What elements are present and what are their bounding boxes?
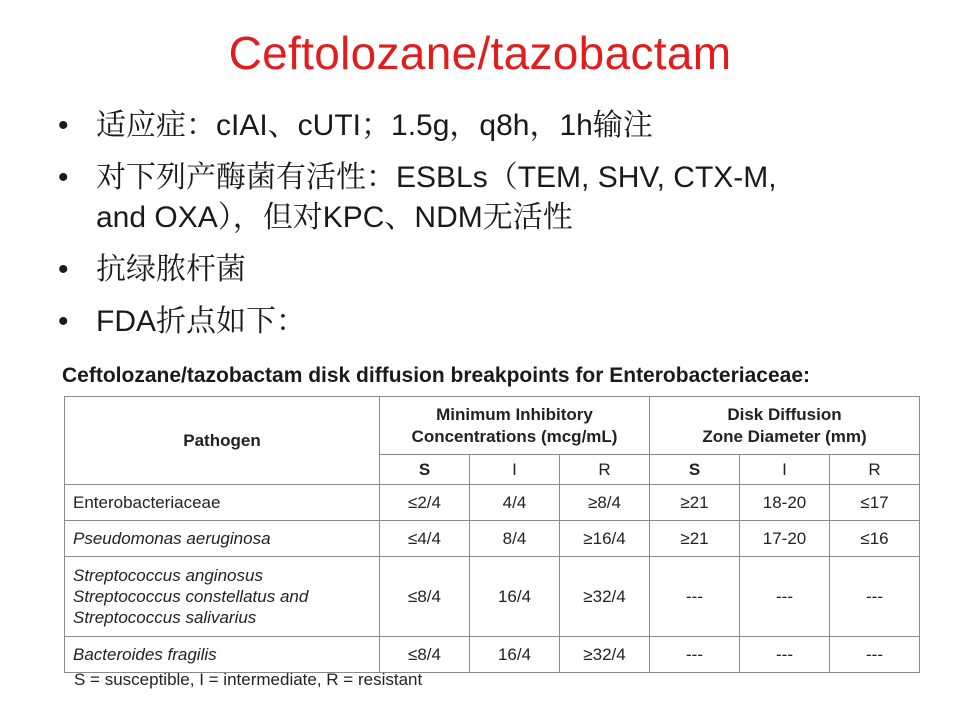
breakpoint-value: ≥8/4: [560, 485, 650, 521]
breakpoint-value: ≤17: [830, 485, 920, 521]
bullet-marker: •: [58, 161, 69, 194]
breakpoint-value: ≤2/4: [380, 485, 470, 521]
breakpoint-value: 4/4: [470, 485, 560, 521]
breakpoint-value: 16/4: [470, 557, 560, 637]
pathogen-cell: [65, 637, 380, 673]
breakpoint-value: ---: [650, 557, 740, 637]
breakpoint-value: ≤4/4: [380, 521, 470, 557]
breakpoint-value: ---: [650, 637, 740, 673]
table-row: [65, 485, 920, 521]
breakpoint-value: ---: [740, 637, 830, 673]
bullet-text: FDA折点如下：: [96, 305, 306, 338]
pathogen-name: Streptococcus constellatus and: [73, 587, 309, 606]
table-row: [65, 521, 920, 557]
breakpoint-value: ≥32/4: [560, 557, 650, 637]
breakpoint-value: 8/4: [470, 521, 560, 557]
breakpoint-value: ≤8/4: [380, 557, 470, 637]
bullet-item: [58, 106, 918, 146]
breakpoint-value: ---: [740, 557, 830, 637]
pathogen-name: Streptococcus salivarius: [73, 608, 257, 627]
bullet-item: [58, 250, 918, 290]
table-caption: Ceftolozane/tazobactam disk diffusion breakpoints for Enterobacteriaceae:: [62, 364, 810, 387]
breakpoint-value: 16/4: [470, 637, 560, 673]
bullet-item: [58, 302, 918, 342]
disk-group-header: Disk Diffusion Zone Diameter (mm): [650, 397, 920, 455]
pathogen-cell: [65, 557, 380, 637]
breakpoint-value: ≥21: [650, 521, 740, 557]
bullet-text: 适应症：cIAI、cUTI；1.5g，q8h，1h输注: [96, 109, 653, 142]
pathogen-cell: [65, 485, 380, 521]
sub-header: R: [830, 455, 920, 485]
pathogen-cell: [65, 521, 380, 557]
breakpoint-table: [64, 396, 920, 673]
breakpoint-value: ---: [830, 557, 920, 637]
bullet-text: 抗绿脓杆菌: [96, 253, 246, 286]
breakpoint-value: ≥21: [650, 485, 740, 521]
table-row: [65, 637, 920, 673]
sub-header: S: [380, 455, 470, 485]
breakpoint-value: ≥32/4: [560, 637, 650, 673]
bullet-text: and OXA），但对KPC、NDM无活性: [96, 201, 573, 234]
sub-header: R: [560, 455, 650, 485]
pathogen-name: Pseudomonas aeruginosa: [73, 529, 271, 548]
slide-title: Ceftolozane/tazobactam: [228, 27, 732, 79]
pathogen-name: Enterobacteriaceae: [73, 493, 221, 512]
breakpoint-value: ≤16: [830, 521, 920, 557]
sub-header: I: [740, 455, 830, 485]
breakpoint-value: 17-20: [740, 521, 830, 557]
breakpoint-value: ---: [830, 637, 920, 673]
breakpoint-value: ≥16/4: [560, 521, 650, 557]
bullet-text: 对下列产酶菌有活性：ESBLs（TEM, SHV, CTX-M,: [96, 161, 777, 194]
breakpoint-value: ≤8/4: [380, 637, 470, 673]
sub-header: I: [470, 455, 560, 485]
table-footnote: S = susceptible, I = intermediate, R = resistant: [74, 670, 423, 689]
bullet-marker: •: [58, 109, 69, 142]
breakpoint-value: 18-20: [740, 485, 830, 521]
bullet-list: [58, 106, 918, 354]
table-row: [65, 557, 920, 637]
pathogen-name: Bacteroides fragilis: [73, 645, 217, 664]
sub-header: S: [650, 455, 740, 485]
pathogen-header: Pathogen: [65, 397, 380, 485]
mic-group-header: Minimum Inhibitory Concentrations (mcg/mL): [380, 397, 650, 455]
pathogen-name: Streptococcus anginosus: [73, 566, 263, 585]
bullet-item: [58, 158, 918, 238]
bullet-marker: •: [58, 305, 69, 338]
bullet-marker: •: [58, 253, 69, 286]
